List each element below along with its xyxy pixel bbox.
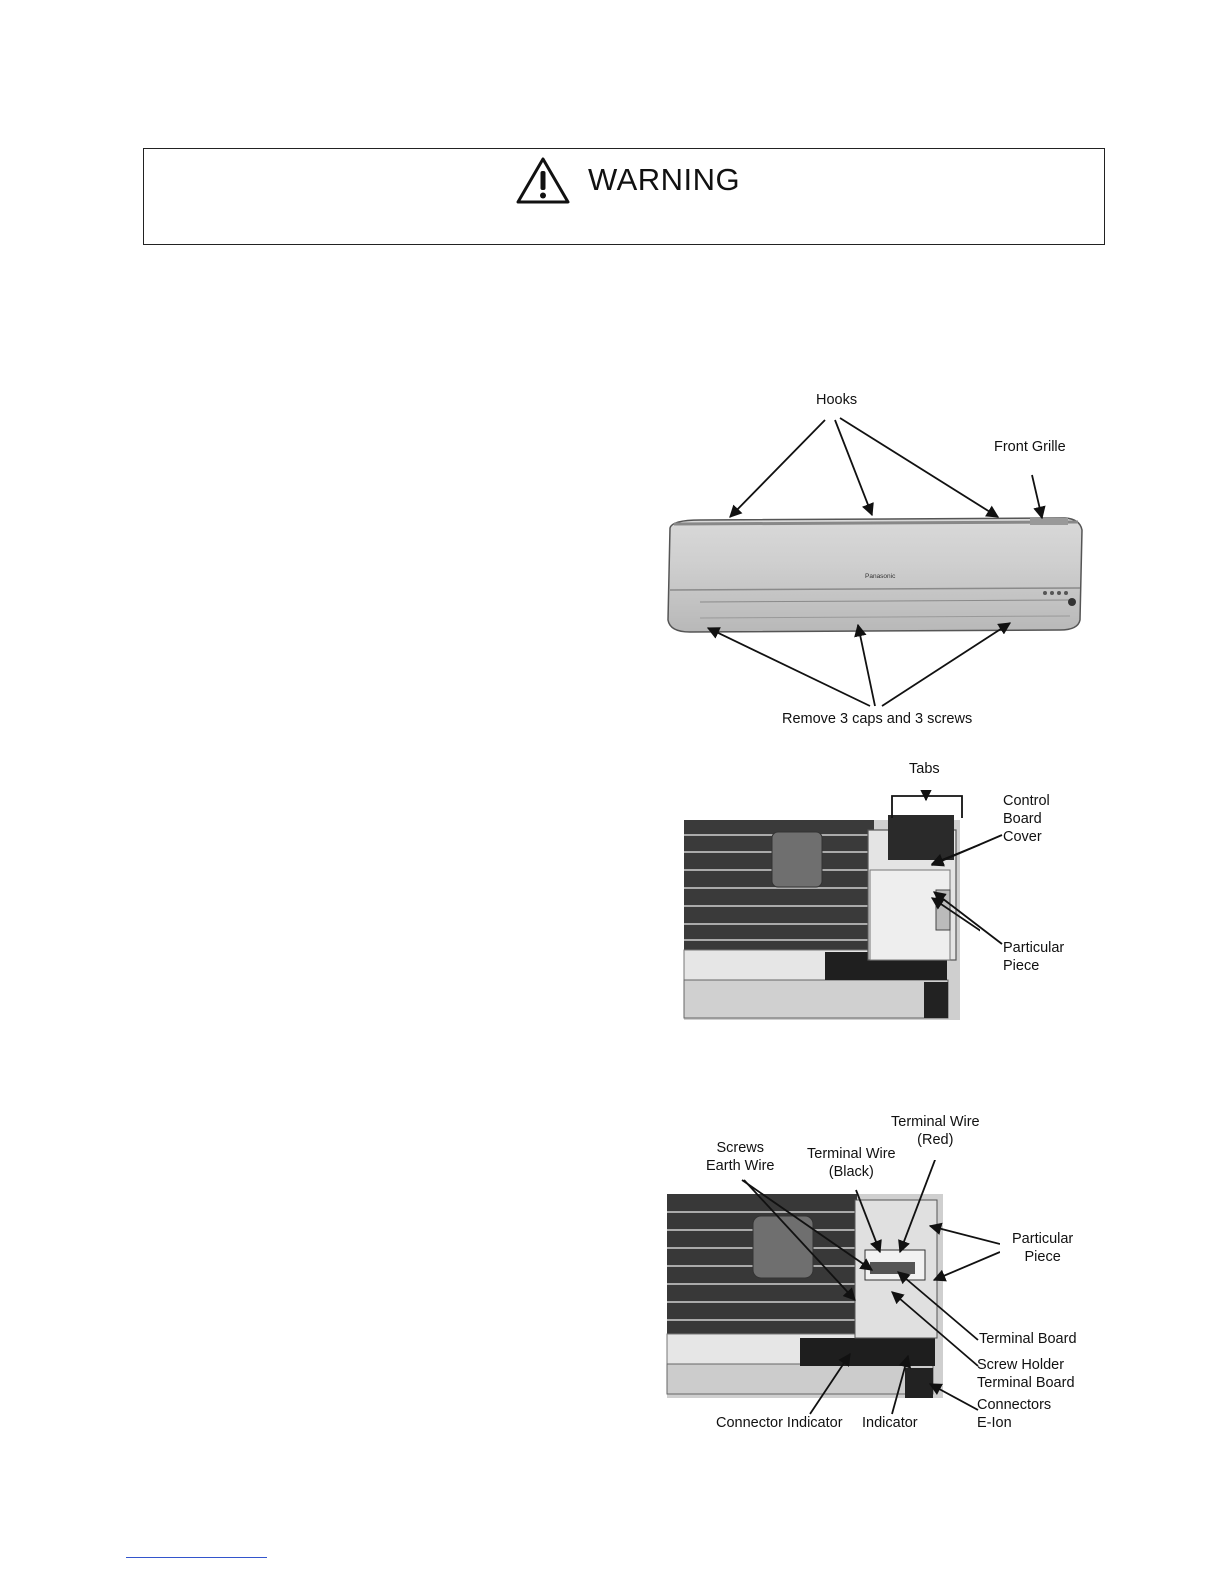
label-tabs: Tabs [909, 761, 940, 777]
warning-box [143, 148, 1105, 245]
figure3-arrows [660, 1160, 1000, 1420]
label-red: (Red) [917, 1132, 954, 1148]
warning-triangle-icon [516, 156, 570, 204]
label-caps-screws: Remove 3 caps and 3 screws [782, 711, 973, 727]
brand-logo: Panasonic [865, 573, 896, 580]
label-terminal-wire-b: Terminal Wire [807, 1146, 896, 1162]
label-indicator: Indicator [862, 1415, 918, 1431]
label-terminal-board: Terminal Board [979, 1331, 1077, 1347]
label-connectors-e-ion [977, 1396, 1051, 1432]
label-terminal-wire-black [807, 1145, 896, 1181]
indoor-unit-front [668, 518, 1082, 632]
label-control: Control [1003, 793, 1050, 809]
label-particular-piece [1003, 939, 1064, 975]
label-hooks: Hooks [816, 392, 858, 408]
label-board: Board [1003, 811, 1042, 827]
label-front-grille: Front Grille [994, 439, 1066, 455]
label-terminal-wire: Terminal Wire [891, 1114, 980, 1130]
label-particular-piece-3 [1012, 1230, 1073, 1266]
label-terminal-board-2: Terminal Board [977, 1375, 1075, 1391]
label-e-ion: E-Ion [977, 1415, 1012, 1431]
label-connector-indicator: Connector Indicator [716, 1415, 843, 1431]
label-connectors: Connectors [977, 1397, 1052, 1413]
label-particular: Particular [1003, 940, 1065, 956]
figure-front-grille [660, 380, 1100, 740]
label-particular-3: Particular [1012, 1231, 1074, 1247]
label-earth-wire: Earth Wire [706, 1158, 775, 1174]
label-control-board-cover [1003, 792, 1050, 846]
figure2-arrows-overlay [920, 780, 1010, 980]
warning-title: WARNING [588, 162, 741, 197]
label-black: (Black) [828, 1164, 874, 1180]
label-cover: Cover [1003, 829, 1042, 845]
label-screw-holder-terminal-board [977, 1356, 1075, 1392]
label-piece-3: Piece [1024, 1249, 1061, 1265]
label-piece: Piece [1003, 958, 1040, 974]
label-screws-earth-wire [706, 1139, 775, 1175]
label-screw-holder: Screw Holder [977, 1357, 1065, 1373]
label-screws: Screws [716, 1140, 765, 1156]
footer-link-underline [126, 1557, 267, 1558]
warning-header [516, 155, 740, 205]
label-terminal-wire-red [891, 1113, 980, 1149]
